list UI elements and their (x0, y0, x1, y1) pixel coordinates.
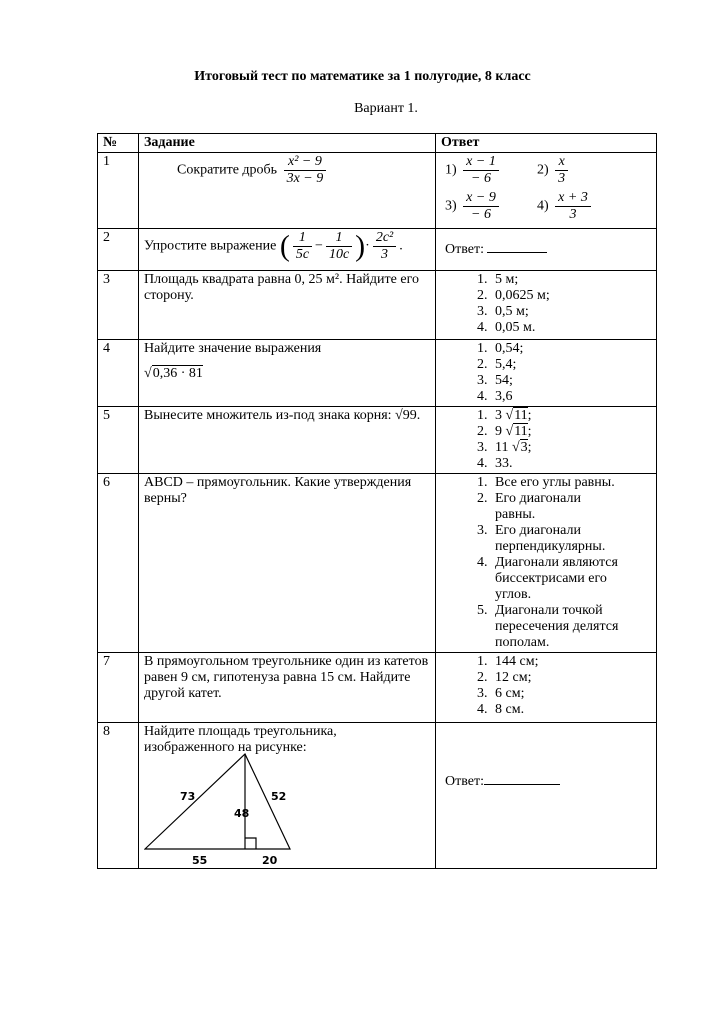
option-1: 1) $\frac{x - 1}{- 6}$ (445, 154, 502, 187)
task-text: Вынесите множитель из-под знака корня: √99. (139, 407, 436, 474)
answer-option: 1. 144 см; (491, 654, 651, 670)
answer-option: 2. 0,0625 м; (491, 288, 651, 304)
triangle-figure (144, 753, 314, 867)
task-cell: Упростите выражение ( $\frac{1}{5c}$ − $\frac{1}{10c}$ )· $\frac{\text{2c²}}{3}$ . (139, 229, 436, 271)
task-cell (139, 153, 436, 229)
task-text: Сократите дробь (177, 162, 278, 178)
answer-cell (436, 271, 657, 340)
answer-list (441, 654, 651, 718)
answer-list (441, 341, 651, 405)
row-number: 2 (98, 229, 139, 271)
row-number: 1 (98, 153, 139, 229)
answer-option: 3. 11 √3; (491, 440, 651, 456)
variant-label: Вариант 1. (354, 101, 418, 116)
table-row (98, 653, 657, 723)
option-2: 2) $\frac{x}{3}$ (537, 154, 571, 187)
label-base-left: 55 (192, 854, 208, 867)
header-answer: Ответ (436, 134, 657, 153)
test-table (97, 133, 657, 869)
answer-list (441, 475, 651, 651)
answer-option: 4. 0,05 м. (491, 320, 651, 336)
option-3: 3) $\frac{x - 9}{- 6}$ (445, 190, 502, 223)
answer-option: 1. 3 √11; (491, 408, 651, 424)
row-number: 5 (98, 407, 139, 474)
answer-option: 3. Его диагонали перпендикулярны. (491, 523, 623, 555)
answer-cell (436, 474, 657, 653)
answer-label: Ответ: (445, 774, 484, 789)
answer-option: 4. 33. (491, 456, 651, 472)
answer-blank[interactable] (487, 240, 547, 253)
table-row (98, 153, 657, 229)
page-title: Итоговый тест по математике за 1 полугодие, 8 класс (194, 69, 531, 84)
answer-option: 1. 5 м; (491, 272, 651, 288)
task-text: В прямоугольном треугольнике один из катетов равен 9 см, гипотенуза равна 15 см. Найдите другой катет. (139, 653, 436, 723)
triangle-shape (145, 754, 290, 849)
answer-option: 2. 9 √11; (491, 424, 651, 440)
answer-cell (436, 653, 657, 723)
task-text: Площадь квадрата равна 0, 25 м². Найдите его сторону. (139, 271, 436, 340)
table-row (98, 474, 657, 653)
answer-option: 3. 0,5 м; (491, 304, 651, 320)
answer-option: 3. 54; (491, 373, 651, 389)
task-text: Найдите площадь треугольника, изображенного на рисунке: (144, 724, 337, 755)
row-number: 3 (98, 271, 139, 340)
answer-option: 1. 0,54; (491, 341, 651, 357)
header-num: № (98, 134, 139, 153)
answer-option: 5. Диагонали точкой пересечения делятся пополам. (491, 603, 623, 651)
answer-option: 1. Все его углы равны. (491, 475, 623, 491)
label-base-right: 20 (262, 854, 278, 867)
answer-option: 4. 8 см. (491, 702, 651, 718)
answer-list (441, 272, 651, 336)
answer-cell (436, 407, 657, 474)
answer-list (441, 408, 651, 472)
label-side-right: 52 (271, 790, 287, 803)
table-row (98, 407, 657, 474)
table-header-row (98, 134, 657, 153)
table-row (98, 340, 657, 407)
answer-option: 2. Его диагонали равны. (491, 491, 623, 523)
task-cell (139, 723, 436, 869)
answer-option: 2. 5,4; (491, 357, 651, 373)
row-number: 4 (98, 340, 139, 407)
answer-cell (436, 723, 657, 869)
task-text: Упростите выражение (144, 238, 277, 254)
row-number: 6 (98, 474, 139, 653)
table-row (98, 723, 657, 869)
right-angle-mark (245, 838, 256, 849)
answer-blank[interactable] (484, 772, 560, 785)
answer-option: 4. Диагонали являются биссектрисами его углов. (491, 555, 623, 603)
option-4: 4) $\frac{x + 3}{3}$ (537, 190, 594, 223)
table-row (98, 271, 657, 340)
task-text: ABCD – прямоугольник. Какие утверждения верны? (139, 474, 436, 653)
answer-cell (436, 229, 657, 271)
answer-label: Ответ: (445, 242, 488, 257)
header-task: Задание (139, 134, 436, 153)
task-fraction: $\frac{\text{x² − 9}}{3x - 9}$ (284, 154, 327, 187)
table-row (98, 229, 657, 271)
answer-option: 3. 6 см; (491, 686, 651, 702)
radical-expression: √0,36 · 81 (144, 366, 203, 381)
answer-option: 4. 3,6 (491, 389, 651, 405)
label-side-left: 73 (180, 790, 196, 803)
answer-cell (436, 153, 657, 229)
row-number: 7 (98, 653, 139, 723)
row-number: 8 (98, 723, 139, 869)
task-cell (139, 340, 436, 407)
answer-cell (436, 340, 657, 407)
answer-option: 2. 12 см; (491, 670, 651, 686)
task-text: Найдите значение выражения (144, 341, 322, 356)
label-height: 48 (234, 807, 250, 820)
